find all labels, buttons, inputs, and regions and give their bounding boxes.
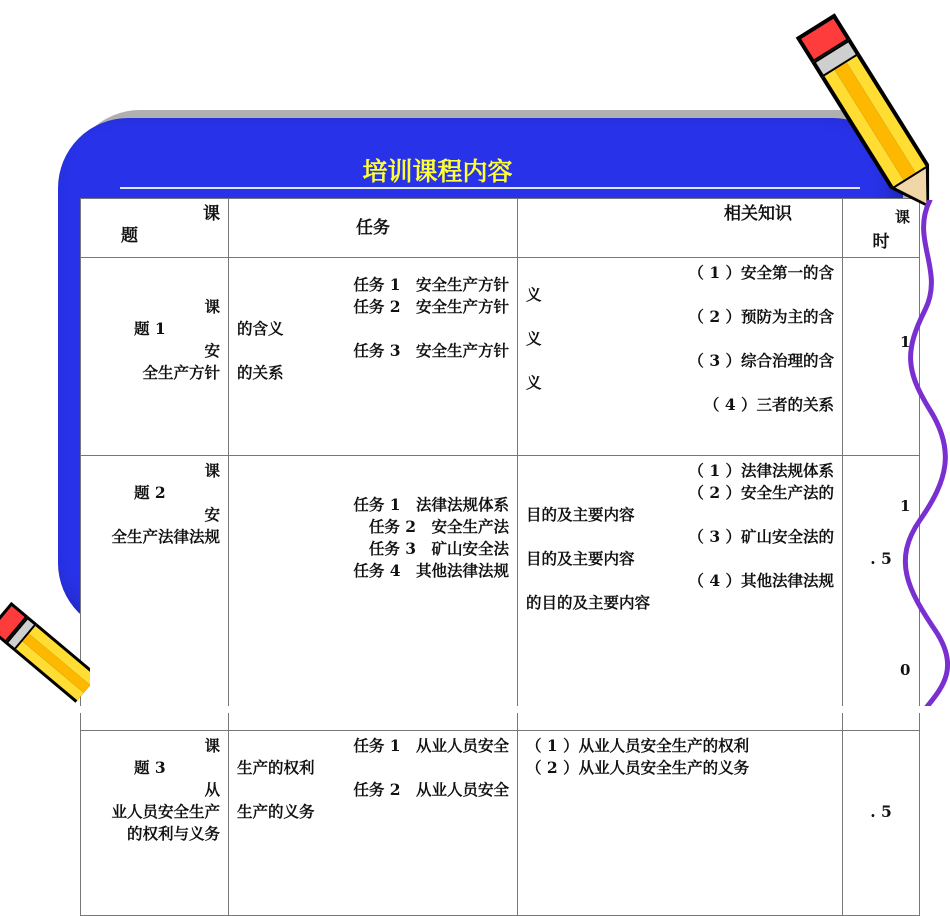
- header-hours: 时: [843, 199, 920, 258]
- table-row: [81, 258, 920, 456]
- course-table: [80, 198, 920, 916]
- title-underline: [120, 187, 860, 189]
- hours-overflow: 1: [900, 497, 911, 515]
- hours-cell: . 5: [843, 456, 920, 731]
- header-task: 任务: [229, 199, 518, 258]
- topic-cell: 课 题 2 安 全生产法律法规: [81, 456, 229, 731]
- table-row: [81, 731, 920, 916]
- header-knowledge: 相关知识: [518, 199, 843, 258]
- squiggle-line-icon: [900, 200, 950, 713]
- hours-overflow: 0: [900, 661, 911, 679]
- hours-cell: . 5: [843, 731, 920, 916]
- task-cell: 任务 1 法律法规体系 任务 2 安全生产法 任务 3 矿山安全法 任务 4 其他法律法规: [229, 456, 518, 731]
- topic-cell: 课 题 3 从 业人员安全生产 的权利与义务: [81, 731, 229, 916]
- header-topic: 课 题: [81, 199, 229, 258]
- knowledge-cell: （ 1 ）从业人员安全生产的权利 （ 2 ）从业人员安全生产的义务: [518, 731, 843, 916]
- hours-header-overflow: 课: [895, 208, 911, 226]
- task-cell: 任务 1 从业人员安全 生产的权利 任务 2 从业人员安全 生产的义务: [229, 731, 518, 916]
- table-row: [81, 456, 920, 731]
- topic-cell: 课 题 1 安 全生产方针: [81, 258, 229, 456]
- knowledge-cell: （ 1 ）法律法规体系 （ 2 ）安全生产法的 目的及主要内容 （ 3 ）矿山安全法的 目的及主要内容 （ 4 ）其他法律法规 的目的及主要内容: [518, 456, 843, 731]
- knowledge-cell: （ 1 ）安全第一的含 义 （ 2 ）预防为主的含 义 （ 3 ）综合治理的含 义 （ 4 ）三者的关系: [518, 258, 843, 456]
- hours-overflow: 1: [900, 333, 911, 351]
- page-bottom-edge: [0, 706, 950, 713]
- pencil-icon: [790, 0, 950, 230]
- page-title: 培训课程内容: [362, 157, 513, 186]
- task-cell: 任务 1 安全生产方针 任务 2 安全生产方针 的含义 任务 3 安全生产方针 的关系: [229, 258, 518, 456]
- pencil-icon: [0, 595, 90, 713]
